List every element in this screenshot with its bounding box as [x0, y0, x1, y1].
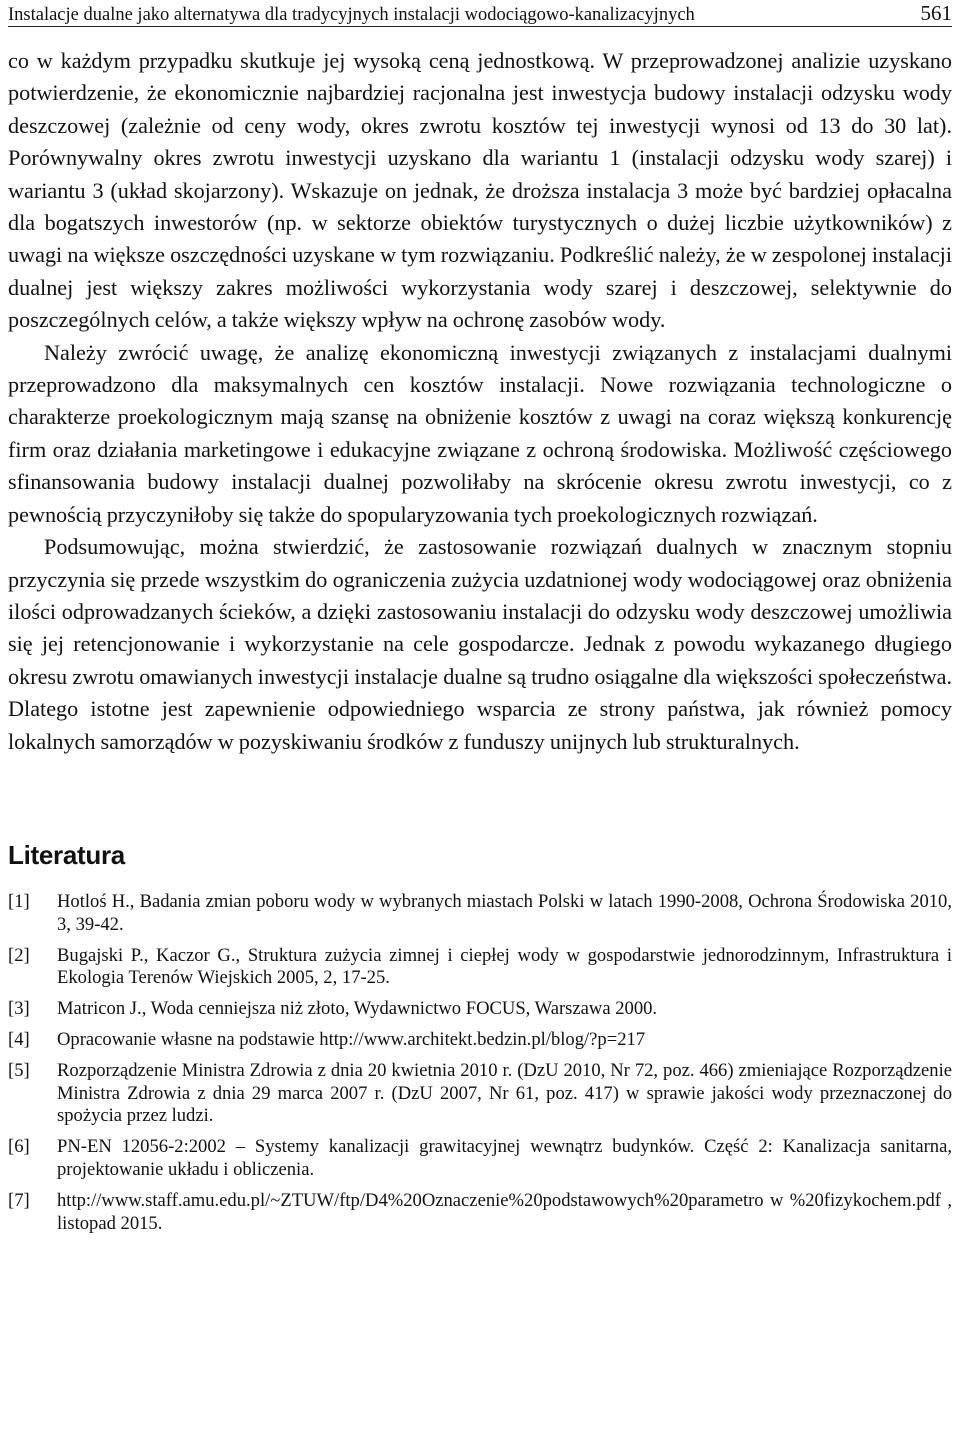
- reference-number: [7]: [8, 1189, 30, 1211]
- reference-item: [8, 1136, 952, 1181]
- paragraph-1: co w każdym przypadku skutkuje jej wysoką ceną jednostkową. W przeprowadzonej analizie uzyskano potwierdzenie, że ekonomicznie najbardziej racjonalna jest inwestycja budowy instalacji odzysku wody deszczowej (zależnie od ceny wody, okres zwrotu kosztów tej inwestycji wynosi od 13 do 30 lat). Porównywalny okres zwrotu inwestycji uzyskano dla wariantu 1 (instalacji odzysku wody szarej) i wariantu 3 (układ skojarzony). Wskazuje on jednak, że droższa instalacja 3 może być bardziej opłacalna dla bogatszych inwestorów (np. w sektorze obiektów turystycznych o dużej liczbie użytkowników) z uwagi na większe oszczędności uzyskane w tym rozwiązaniu. Podkreślić należy, że w zespolonej instalacji dualnej jest większy zakres możliwości wykorzystania wody szarej i deszczowej, selektywnie do poszczególnych celów, a także większy wpływ na ochronę zasobów wody.: [8, 48, 952, 333]
- reference-item: [8, 945, 952, 990]
- reference-list: [8, 891, 952, 1235]
- reference-number: [1]: [8, 890, 30, 912]
- reference-item: [8, 998, 952, 1021]
- reference-text: Bugajski P., Kaczor G., Struktura zużycia zimnej i ciepłej wody w gospodarstwie jednorodzinnym, Infrastruktura i Ekologia Terenów Wiejskich 2005, 2, 17-25.: [57, 944, 952, 989]
- reference-item: [8, 1029, 952, 1052]
- reference-text: http://www.staff.amu.edu.pl/~ZTUW/ftp/D4%20Oznaczenie%20podstawowych%20parametro w %20fizykochem.pdf , listopad 2015.: [57, 1189, 952, 1234]
- running-header: [8, 0, 952, 27]
- body-text: [8, 45, 952, 758]
- reference-text: Matricon J., Woda cenniejsza niż złoto, Wydawnictwo FOCUS, Warszawa 2000.: [57, 998, 658, 1020]
- reference-text: PN-EN 12056-2:2002 – Systemy kanalizacji grawitacyjnej wewnątrz budynków. Część 2: Kanalizacja sanitarna, projektowanie układu i obliczenia.: [57, 1136, 952, 1180]
- reference-number: [6]: [8, 1136, 30, 1158]
- paragraph-3: Podsumowując, można stwierdzić, że zastosowanie rozwiązań dualnych w znacznym stopniu przyczynia się przede wszystkim do ograniczenia zużycia uzdatnionej wody wodociągowej oraz obniżenia ilości odprowadzanych ścieków, a dzięki zastosowaniu instalacji do odzysku wody deszczowej umożliwia się jej retencjonowanie i wykorzystanie na cele gospodarcze. Jednak z powodu wykazanego długiego okresu zwrotu omawianych inwestycji instalacje dualne są trudno osiągalne dla większości społeczeństwa. Dlatego istotne jest zapewnienie odpowiedniego wsparcia ze strony państwa, jak również pomocy lokalnych samorządów w pozyskiwaniu środków z funduszy unijnych lub strukturalnych.: [8, 534, 952, 754]
- reference-number: [5]: [8, 1059, 30, 1081]
- reference-item: [8, 891, 952, 936]
- reference-text: Rozporządzenie Ministra Zdrowia z dnia 20 kwietnia 2010 r. (DzU 2010, Nr 72, poz. 466) zmieniające Rozporządzenie Ministra Zdrowia z dnia 29 marca 2007 r. (DzU 2007, Nr 61, poz. 417) w sprawie jakości wody przeznaczonej do spożycia przez ludzi.: [57, 1059, 952, 1127]
- reference-number: [4]: [8, 1029, 30, 1051]
- paragraph-2: Należy zwrócić uwagę, że analizę ekonomiczną inwestycji związanych z instalacjami dualnymi przeprowadzono dla maksymalnych cen kosztów instalacji. Nowe rozwiązania technologiczne o charakterze proekologicznym mają szansę na obniżenie kosztów z uwagi na coraz większą konkurencję firm oraz działania marketingowe i edukacyjne związane z ochroną środowiska. Możliwość częściowego sfinansowania budowy instalacji dualnej pozwoliłaby na skrócenie okresu zwrotu inwestycji, co z pewnością przyczyniłoby się także do spopularyzowania tych proekologicznych rozwiązań.: [8, 339, 952, 527]
- page-number: 561: [920, 1, 952, 25]
- running-title: Instalacje dualne jako alternatywa dla tradycyjnych instalacji wodociągowo-kanalizacyjnych: [8, 5, 695, 25]
- reference-text: Hotloś H., Badania zmian poboru wody w wybranych miastach Polski w latach 1990-2008, Ochrona Środowiska 2010, 3, 39-42.: [57, 890, 952, 935]
- section-heading: Literatura: [8, 839, 125, 870]
- reference-item: [8, 1060, 952, 1128]
- reference-number: [3]: [8, 998, 30, 1020]
- reference-text: Opracowanie własne na podstawie http://www.architekt.bedzin.pl/blog/?p=217: [57, 1029, 646, 1051]
- reference-number: [2]: [8, 944, 30, 966]
- reference-item: [8, 1190, 952, 1235]
